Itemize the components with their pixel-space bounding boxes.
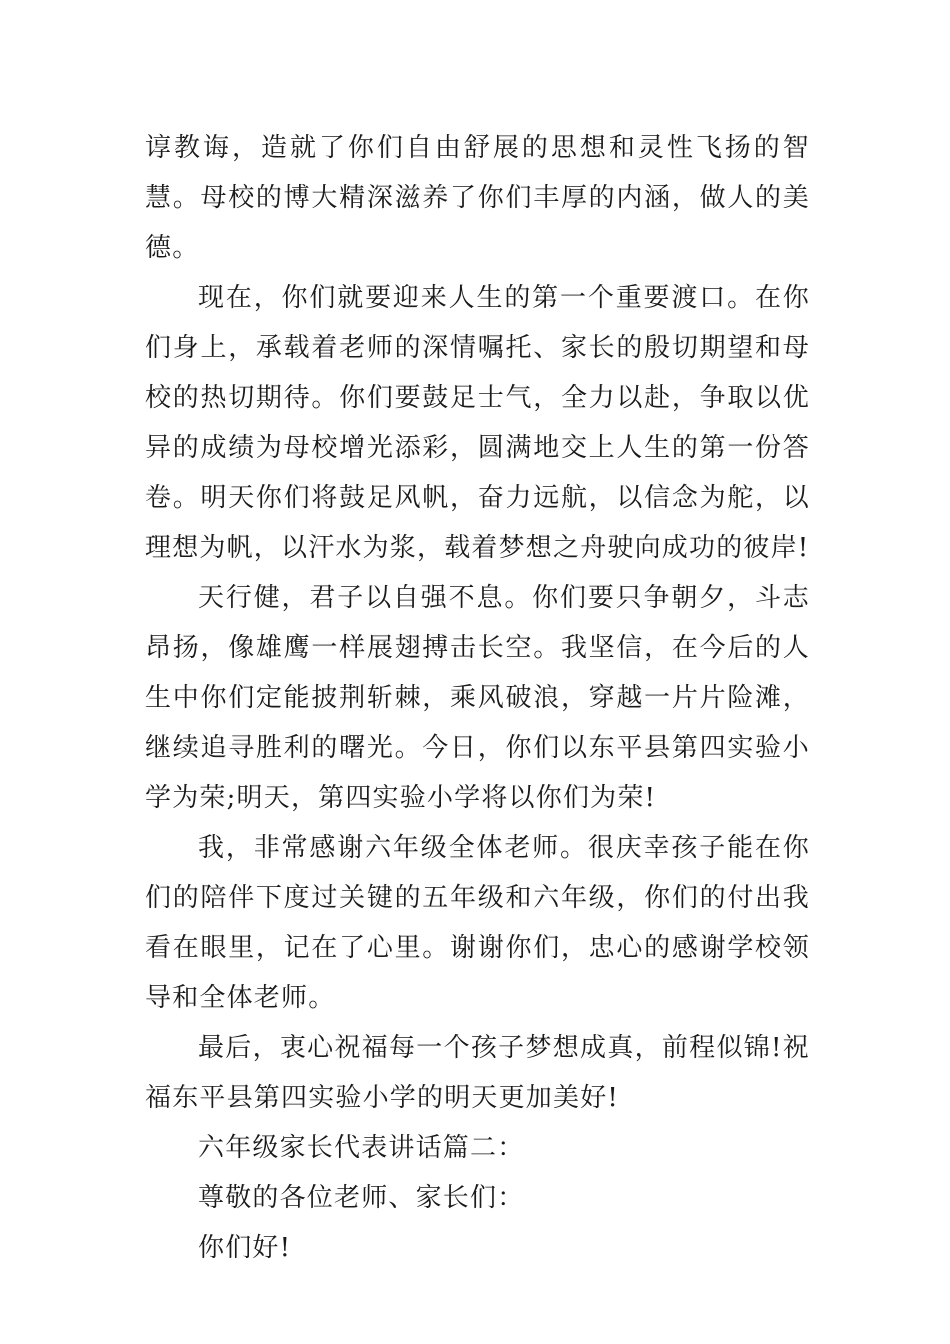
greeting: 你们好! xyxy=(198,1233,292,1263)
paragraph-5: 最后，衷心祝福每一个孩子梦想成真，前程似锦!祝福东平县第四实验小学的明天更加美好! xyxy=(145,1033,810,1113)
paragraph-1: 谆教诲，造就了你们自由舒展的思想和灵性飞扬的智慧。母校的博大精深滋养了你们丰厚的内涵，做人的美德。 xyxy=(145,133,810,263)
paragraph-4: 我，非常感谢六年级全体老师。很庆幸孩子能在你们的陪伴下度过关键的五年级和六年级，你们的付出我看在眼里，记在了心里。谢谢你们，忠心的感谢学校领导和全体老师。 xyxy=(145,833,810,1013)
salutation: 尊敬的各位老师、家长们： xyxy=(198,1183,525,1213)
document-body xyxy=(145,123,810,1273)
section-heading: 六年级家长代表讲话篇二： xyxy=(198,1133,525,1163)
paragraph-2: 现在，你们就要迎来人生的第一个重要渡口。在你们身上，承载着老师的深情嘱托、家长的殷切期望和母校的热切期待。你们要鼓足士气，全力以赴，争取以优异的成绩为母校增光添彩，圆满地交上人生的第一份答卷。明天你们将鼓足风帆，奋力远航，以信念为舵，以理想为帆，以汗水为浆，载着梦想之舟驶向成功的彼岸! xyxy=(145,283,810,563)
paragraph-3: 天行健，君子以自强不息。你们要只争朝夕，斗志昂扬，像雄鹰一样展翅搏击长空。我坚信，在今后的人生中你们定能披荆斩棘，乘风破浪，穿越一片片险滩，继续追寻胜利的曙光。今日，你们以东平县第四实验小学为荣;明天，第四实验小学将以你们为荣! xyxy=(145,583,810,813)
